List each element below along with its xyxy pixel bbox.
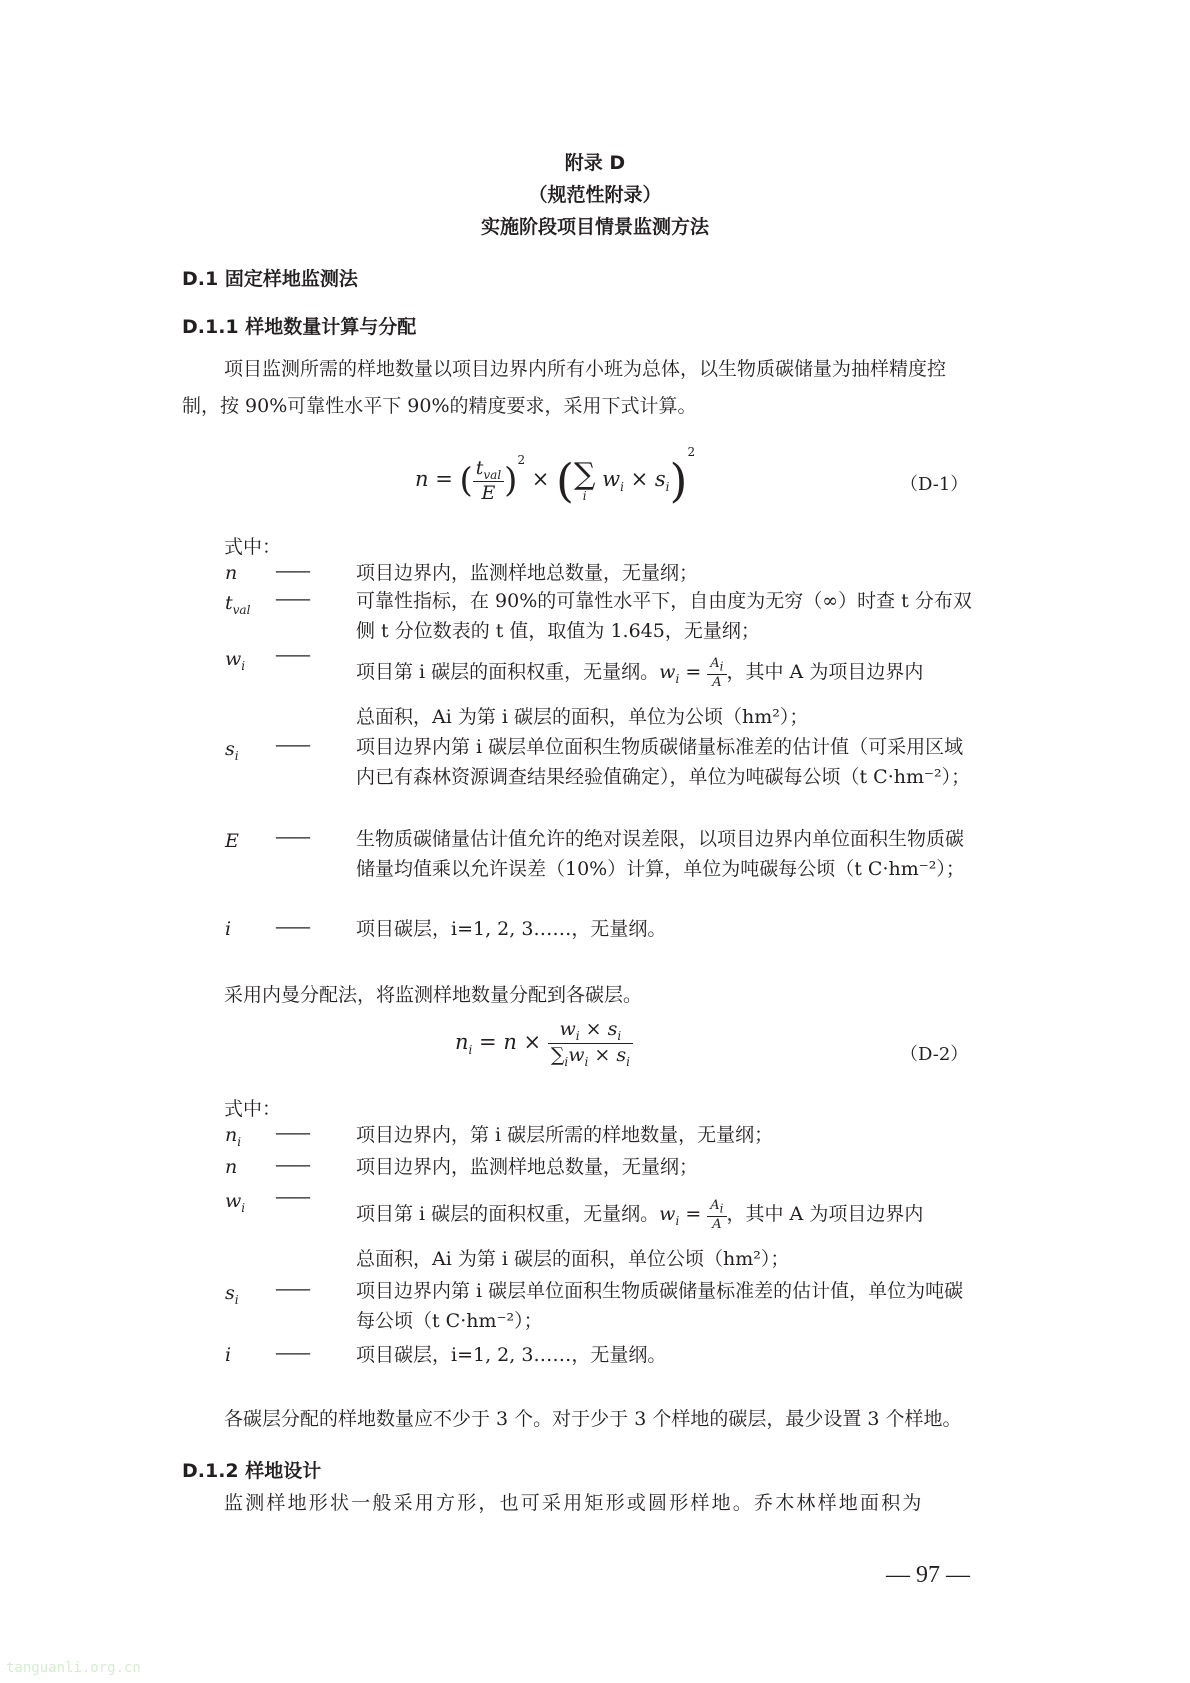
def2-symbol-n: n [225, 1156, 238, 1178]
def2-text-si: 项目边界内第 i 碳层单位面积生物质碳储量标准差的估计值，单位为吨碳每公顷（t C·hm⁻²）； [356, 1280, 964, 1332]
def2-symbol-i: i [225, 1344, 232, 1366]
intro-line-2: 制，按 90%可靠性水平下 90%的精度要求，采用下式计算。 [182, 395, 697, 417]
formula-d1: n = ( $\frac{t_{val}}{E}$ )$^2$ × ( ∑ i $w_i \times s_i)^2$ [415, 445, 696, 508]
def2-symbol-ni: $n_i$ [225, 1124, 242, 1149]
def2-dash: —— [275, 1186, 309, 1208]
def1-symbol-E: E [225, 830, 239, 852]
def1-dash: —— [275, 916, 309, 938]
def1-dash: —— [275, 734, 309, 756]
def2-text-wi-cont: 总面积，Ai 为第 i 碳层的面积，单位公顷（hm²）； [356, 1248, 790, 1270]
appendix-title: 附录 D [564, 152, 626, 174]
def1-symbol-n: n [225, 562, 238, 584]
watermark: tanguanli.org.cn [6, 1660, 141, 1676]
intro-line-1: 项目监测所需的样地数量以项目边界内所有小班为总体，以生物质碳储量为抽样精度控 [224, 358, 947, 380]
min-plots-text: 各碳层分配的样地数量应不少于 3 个。对于少于 3 个样地的碳层，最少设置 3 个样地。 [224, 1408, 962, 1430]
section-d1-heading: D.1 固定样地监测法 [182, 268, 358, 290]
where-label-1: 式中： [224, 536, 282, 558]
def1-symbol-tval: $t_{val}$ [225, 592, 251, 617]
def1-text-E: 生物质碳储量估计值允许的绝对误差限，以项目边界内单位面积生物质碳储量均值乘以允许误差（10%）计算，单位为吨碳每公顷（t C·hm⁻²）； [356, 828, 965, 880]
formula-d2-label: （D-2） [900, 1044, 969, 1065]
def1-text-wi: 项目第 i 碳层的面积权重，无量纲。$w_i$ = $\frac{A_i}{A}$ ，其中 A 为项目边界内 [356, 656, 924, 690]
def1-text-tval: 可靠性指标，在 90%的可靠性水平下，自由度为无穷（∞）时查 t 分布双侧 t 分位数表的 t 值，取值为 1.645，无量纲； [356, 590, 972, 642]
neyman-intro: 采用内曼分配法，将监测样地数量分配到各碳层。 [224, 984, 643, 1006]
def2-text-wi: 项目第 i 碳层的面积权重，无量纲。$w_i$ = $\frac{A_i}{A}$ ，其中 A 为项目边界内 [356, 1198, 924, 1232]
section-d12-heading: D.1.2 样地设计 [182, 1460, 322, 1482]
section-d11-heading: D.1.1 样地数量计算与分配 [182, 316, 417, 338]
page-number: — 97 — [886, 1562, 970, 1588]
def1-text-si: 项目边界内第 i 碳层单位面积生物质碳储量标准差的估计值（可采用区域内已有森林资源调查结果经验值确定），单位为吨碳每公顷（t C·hm⁻²）； [356, 736, 971, 788]
design-line: 监测样地形状一般采用方形，也可采用矩形或圆形样地。乔木林样地面积为 [224, 1492, 924, 1514]
def1-text-wi-cont: 总面积，Ai 为第 i 碳层的面积，单位为公顷（hm²）； [356, 706, 809, 728]
formula-d2: $n_i = n$ × $\frac{w_i \times s_i}{\sum_iw_i \times s_i}$ [455, 1018, 633, 1069]
appendix-name: 实施阶段项目情景监测方法 [480, 216, 709, 238]
appendix-subtitle: （规范性附录） [528, 184, 662, 206]
def2-symbol-si: $s_i$ [225, 1282, 239, 1307]
def2-dash: —— [275, 1122, 309, 1144]
def2-dash: —— [275, 1342, 309, 1364]
def1-dash: —— [275, 588, 309, 610]
def1-dash: —— [275, 826, 309, 848]
def2-dash: —— [275, 1278, 309, 1300]
def2-text-n: 项目边界内，监测样地总数量，无量纲； [356, 1156, 699, 1178]
def2-text-ni: 项目边界内，第 i 碳层所需的样地数量，无量纲； [356, 1124, 774, 1146]
def1-dash: —— [275, 560, 309, 582]
def1-symbol-si: $s_i$ [225, 738, 239, 763]
def1-text-n: 项目边界内，监测样地总数量，无量纲； [356, 562, 699, 584]
formula-d1-label: （D-1） [900, 474, 969, 495]
def2-dash: —— [275, 1154, 309, 1176]
def2-symbol-wi: $w_i$ [225, 1190, 246, 1215]
where-label-2: 式中： [224, 1098, 282, 1120]
def1-symbol-i: i [225, 918, 232, 940]
def2-text-i: 项目碳层，i=1, 2, 3……，无量纲。 [356, 1344, 667, 1366]
def1-symbol-wi: $w_i$ [225, 648, 246, 673]
def1-text-i: 项目碳层，i=1, 2, 3……，无量纲。 [356, 918, 667, 940]
def1-dash: —— [275, 644, 309, 666]
